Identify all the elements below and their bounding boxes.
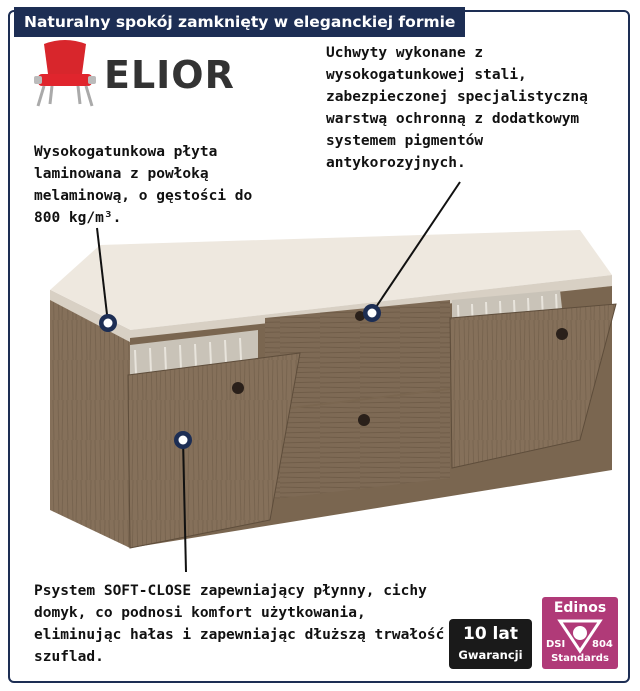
guarantee-years: 10 lat (462, 624, 518, 644)
callout-soft-close: Psystem SOFT-CLOSE zapewniający płynny, cichy domyk, co podnosi komfort użytkowania, eliminując hałas i zapewniając dłuższą trwałość szuflad. (34, 583, 445, 665)
guarantee-badge (449, 619, 532, 669)
softclose-marker (174, 431, 192, 449)
header-title: Naturalny spokój zamknięty w eleganckiej formie (14, 7, 465, 37)
brand-logo: ELIOR (104, 53, 235, 97)
certification-badge (542, 597, 618, 669)
cert-standards: Standards (551, 653, 609, 664)
cert-number: 804 (592, 639, 613, 650)
board-marker (99, 314, 117, 332)
cert-brand: Edinos (553, 600, 607, 616)
guarantee-label: Gwarancji (458, 648, 523, 662)
callout-handles: Uchwyty wykonane z wysokogatunkowej stali, zabezpieczonej specjalistyczną warstwą ochronną z dodatkowym systemem pigmentów antykorozyjnych. (326, 45, 588, 171)
handle-marker (363, 304, 381, 322)
callout-board: Wysokogatunkowa płyta laminowana z powłoką melaminową, o gęstości do 800 kg/m³. (34, 144, 253, 226)
cert-dsi: DSI (546, 639, 566, 650)
